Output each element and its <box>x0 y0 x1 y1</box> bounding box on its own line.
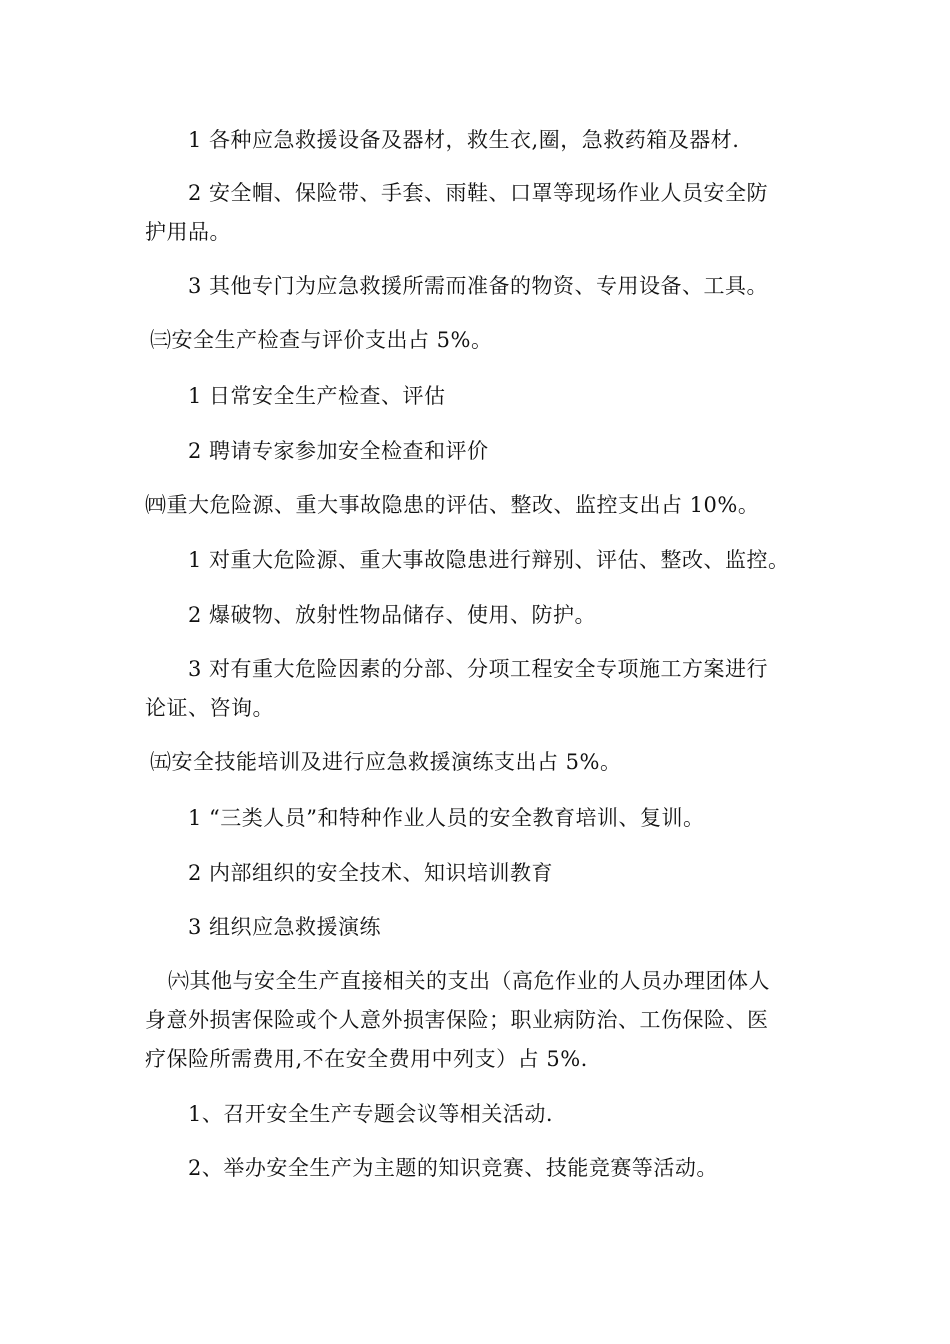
section-heading-5: ㈤安全技能培训及进行应急救援演练支出占 5%。 <box>150 750 622 774</box>
item-other-supplies: 3 其他专门为应急救援所需而准备的物资、专用设备、工具。 <box>188 274 769 298</box>
item-hazard-identification: 1 对重大危险源、重大事故隐患进行辩别、评估、整改、监控。 <box>188 548 790 572</box>
item-expert-review: 2 聘请专家参加安全检查和评价 <box>188 439 489 463</box>
section-heading-6-cont-1: 身意外损害保险或个人意外损害保险；职业病防治、工伤保险、医 <box>145 1008 769 1032</box>
item-emergency-drill: 3 组织应急救援演练 <box>188 915 382 939</box>
item-special-plan-review-cont: 论证、咨询。 <box>145 696 274 720</box>
item-daily-inspection: 1 日常安全生产检查、评估 <box>188 384 446 408</box>
item-protective-gear: 2 安全帽、保险带、手套、雨鞋、口罩等现场作业人员安全防 <box>188 181 769 205</box>
item-internal-training: 2 内部组织的安全技术、知识培训教育 <box>188 861 554 885</box>
section-heading-6: ㈥其他与安全生产直接相关的支出（高危作业的人员办理团体人 <box>168 969 770 993</box>
item-emergency-equipment: 1 各种应急救援设备及器材，救生衣,圈，急救药箱及器材. <box>188 128 740 152</box>
section-heading-3: ㈢安全生产检查与评价支出占 5%。 <box>150 328 493 352</box>
item-explosives-storage: 2 爆破物、放射性物品储存、使用、防护。 <box>188 603 597 627</box>
item-protective-gear-cont: 护用品。 <box>145 220 231 244</box>
section-heading-6-cont-2: 疗保险所需费用,不在安全费用中列支）占 5%. <box>145 1047 588 1071</box>
item-personnel-training: 1 “三类人员”和特种作业人员的安全教育培训、复训。 <box>188 806 705 830</box>
section-heading-4: ㈣重大危险源、重大事故隐患的评估、整改、监控支出占 10%。 <box>145 493 760 517</box>
item-safety-competition: 2、举办安全生产为主题的知识竞赛、技能竞赛等活动。 <box>188 1156 718 1180</box>
item-special-plan-review: 3 对有重大危险因素的分部、分项工程安全专项施工方案进行 <box>188 657 769 681</box>
item-safety-meeting: 1、召开安全生产专题会议等相关活动. <box>188 1102 554 1126</box>
